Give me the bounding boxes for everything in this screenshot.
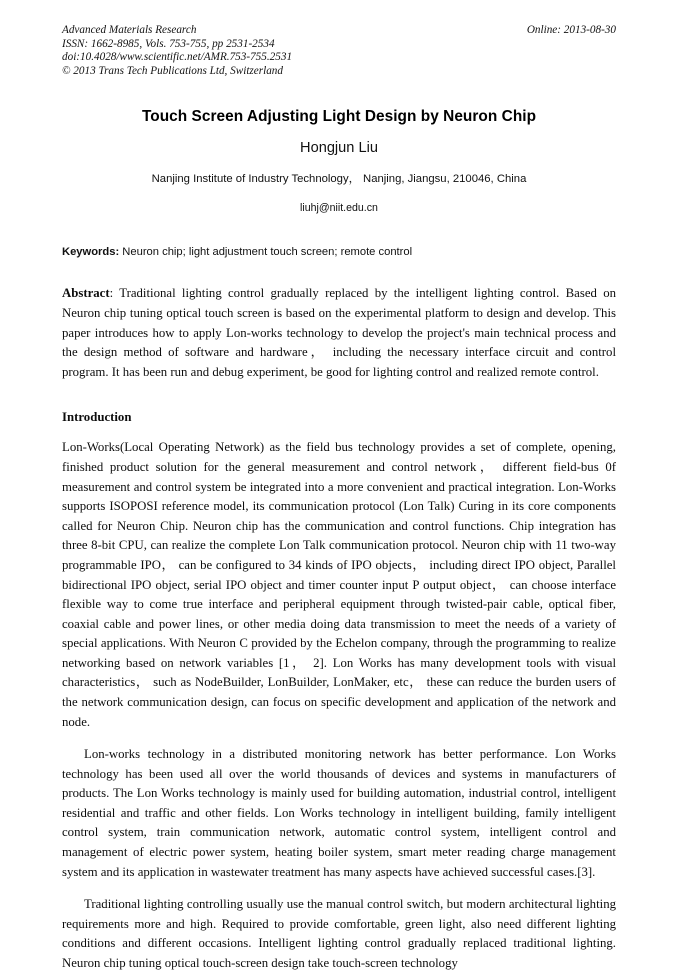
author-email: liuhj@niit.edu.cn <box>300 202 378 215</box>
keywords-value: Neuron chip; light adjustment touch screen; remote control <box>119 246 413 259</box>
author-name: Hongjun Liu <box>300 140 378 157</box>
section-heading-introduction: Introduction <box>62 410 132 425</box>
journal-header-block <box>62 24 616 78</box>
abstract-text: : Traditional lighting control gradually replaced by the intelligent lighting control. Based on Neuron chip tuning optical touch screen is based on the experimental platform to design and develop. This paper introduces how to apply Lon-works technology to develop the project's main technical process and the design method of software and hardware， including the necessary interface circuit and control program. It has been run and debug experiment, be good for lighting control and realized remote control. <box>62 286 616 379</box>
paper-title: Touch Screen Adjusting Light Design by Neuron Chip <box>141 108 537 126</box>
abstract-paragraph <box>62 284 616 382</box>
journal-issn-line: ISSN: 1662-8985, Vols. 753-755, pp 2531-2534 <box>62 37 275 50</box>
journal-name: Advanced Materials Research <box>62 24 197 36</box>
keywords-line <box>62 245 616 260</box>
body-paragraph: Traditional lighting controlling usually use the manual control switch, but modern architectural lighting requirements more and high. Required to provide comfortable, green light, also need different lighting conditions and different occasions. Intelligent lighting control gradually replaced traditional lighting. Neuron chip tuning optical touch-screen design take touch-screen technology <box>62 897 616 970</box>
body-paragraph: Lon-works technology in a distributed monitoring network has better performance. Lon Works technology has been used all over the world thousands of devices and systems in manufacturers of products. The Lon Works technology is mainly used for building automation, industrial control, intelligent residential and traffic and other fields. Lon Works technology in intelligent building, family intelligent control system, train communication network, automatic control system, intelligent control and management of electric power system, heating boiler system, smart meter reading charge management system and its application in wastewater treatment has many aspects have achieved successful cases.[3]. <box>62 747 616 879</box>
online-publication-date: Online: 2013-08-30 <box>526 24 616 36</box>
journal-doi-line: doi:10.4028/www.scientific.net/AMR.753-755.2531 <box>62 51 293 64</box>
author-affiliation: Nanjing Institute of Industry Technology， Nanjing, Jiangsu, 210046, China <box>151 173 527 186</box>
keywords-label: Keywords: <box>62 246 120 259</box>
abstract-label: Abstract <box>62 286 110 301</box>
body-paragraph: Lon-Works(Local Operating Network) as the field bus technology provides a set of complete, opening, finished product solution for the general measurement and control network， different field-bus 0f measurement and control system be integrated into a more convenient and practical integration. Lon-Works supports ISOPOSI reference model, its communication protocol (Lon Talk) Curing in its core components called for Neuron Chip. Neuron chip has the communication and control functions. Chip integration has three 8-bit CPU, can realize the complete Lon Talk communication protocol. Neuron chip with 11 two-way programmable IPO， can be configured to 34 kinds of IPO objects， including direct IPO object, Parallel bidirectional IPO object, serial IPO object and timer counter input P output object， can choose interface flexible way to come true interface and peripheral equipment through twisted-pair cable, optical fiber, coaxial cable and power lines, or other media doing data transmission to meet the needs of a variety of special applications. With Neuron C provided by the Echelon company, through the programming to realize networking based on network variables [1， 2]. Lon Works has many development tools with visual characteristics， such as NodeBuilder, LonBuilder, LonMaker, etc， these can reduce the burden users of the network communication design, can focus on specific development and application of the network and node. <box>62 440 616 729</box>
journal-copyright-line: © 2013 Trans Tech Publications Ltd, Switzerland <box>62 64 283 77</box>
